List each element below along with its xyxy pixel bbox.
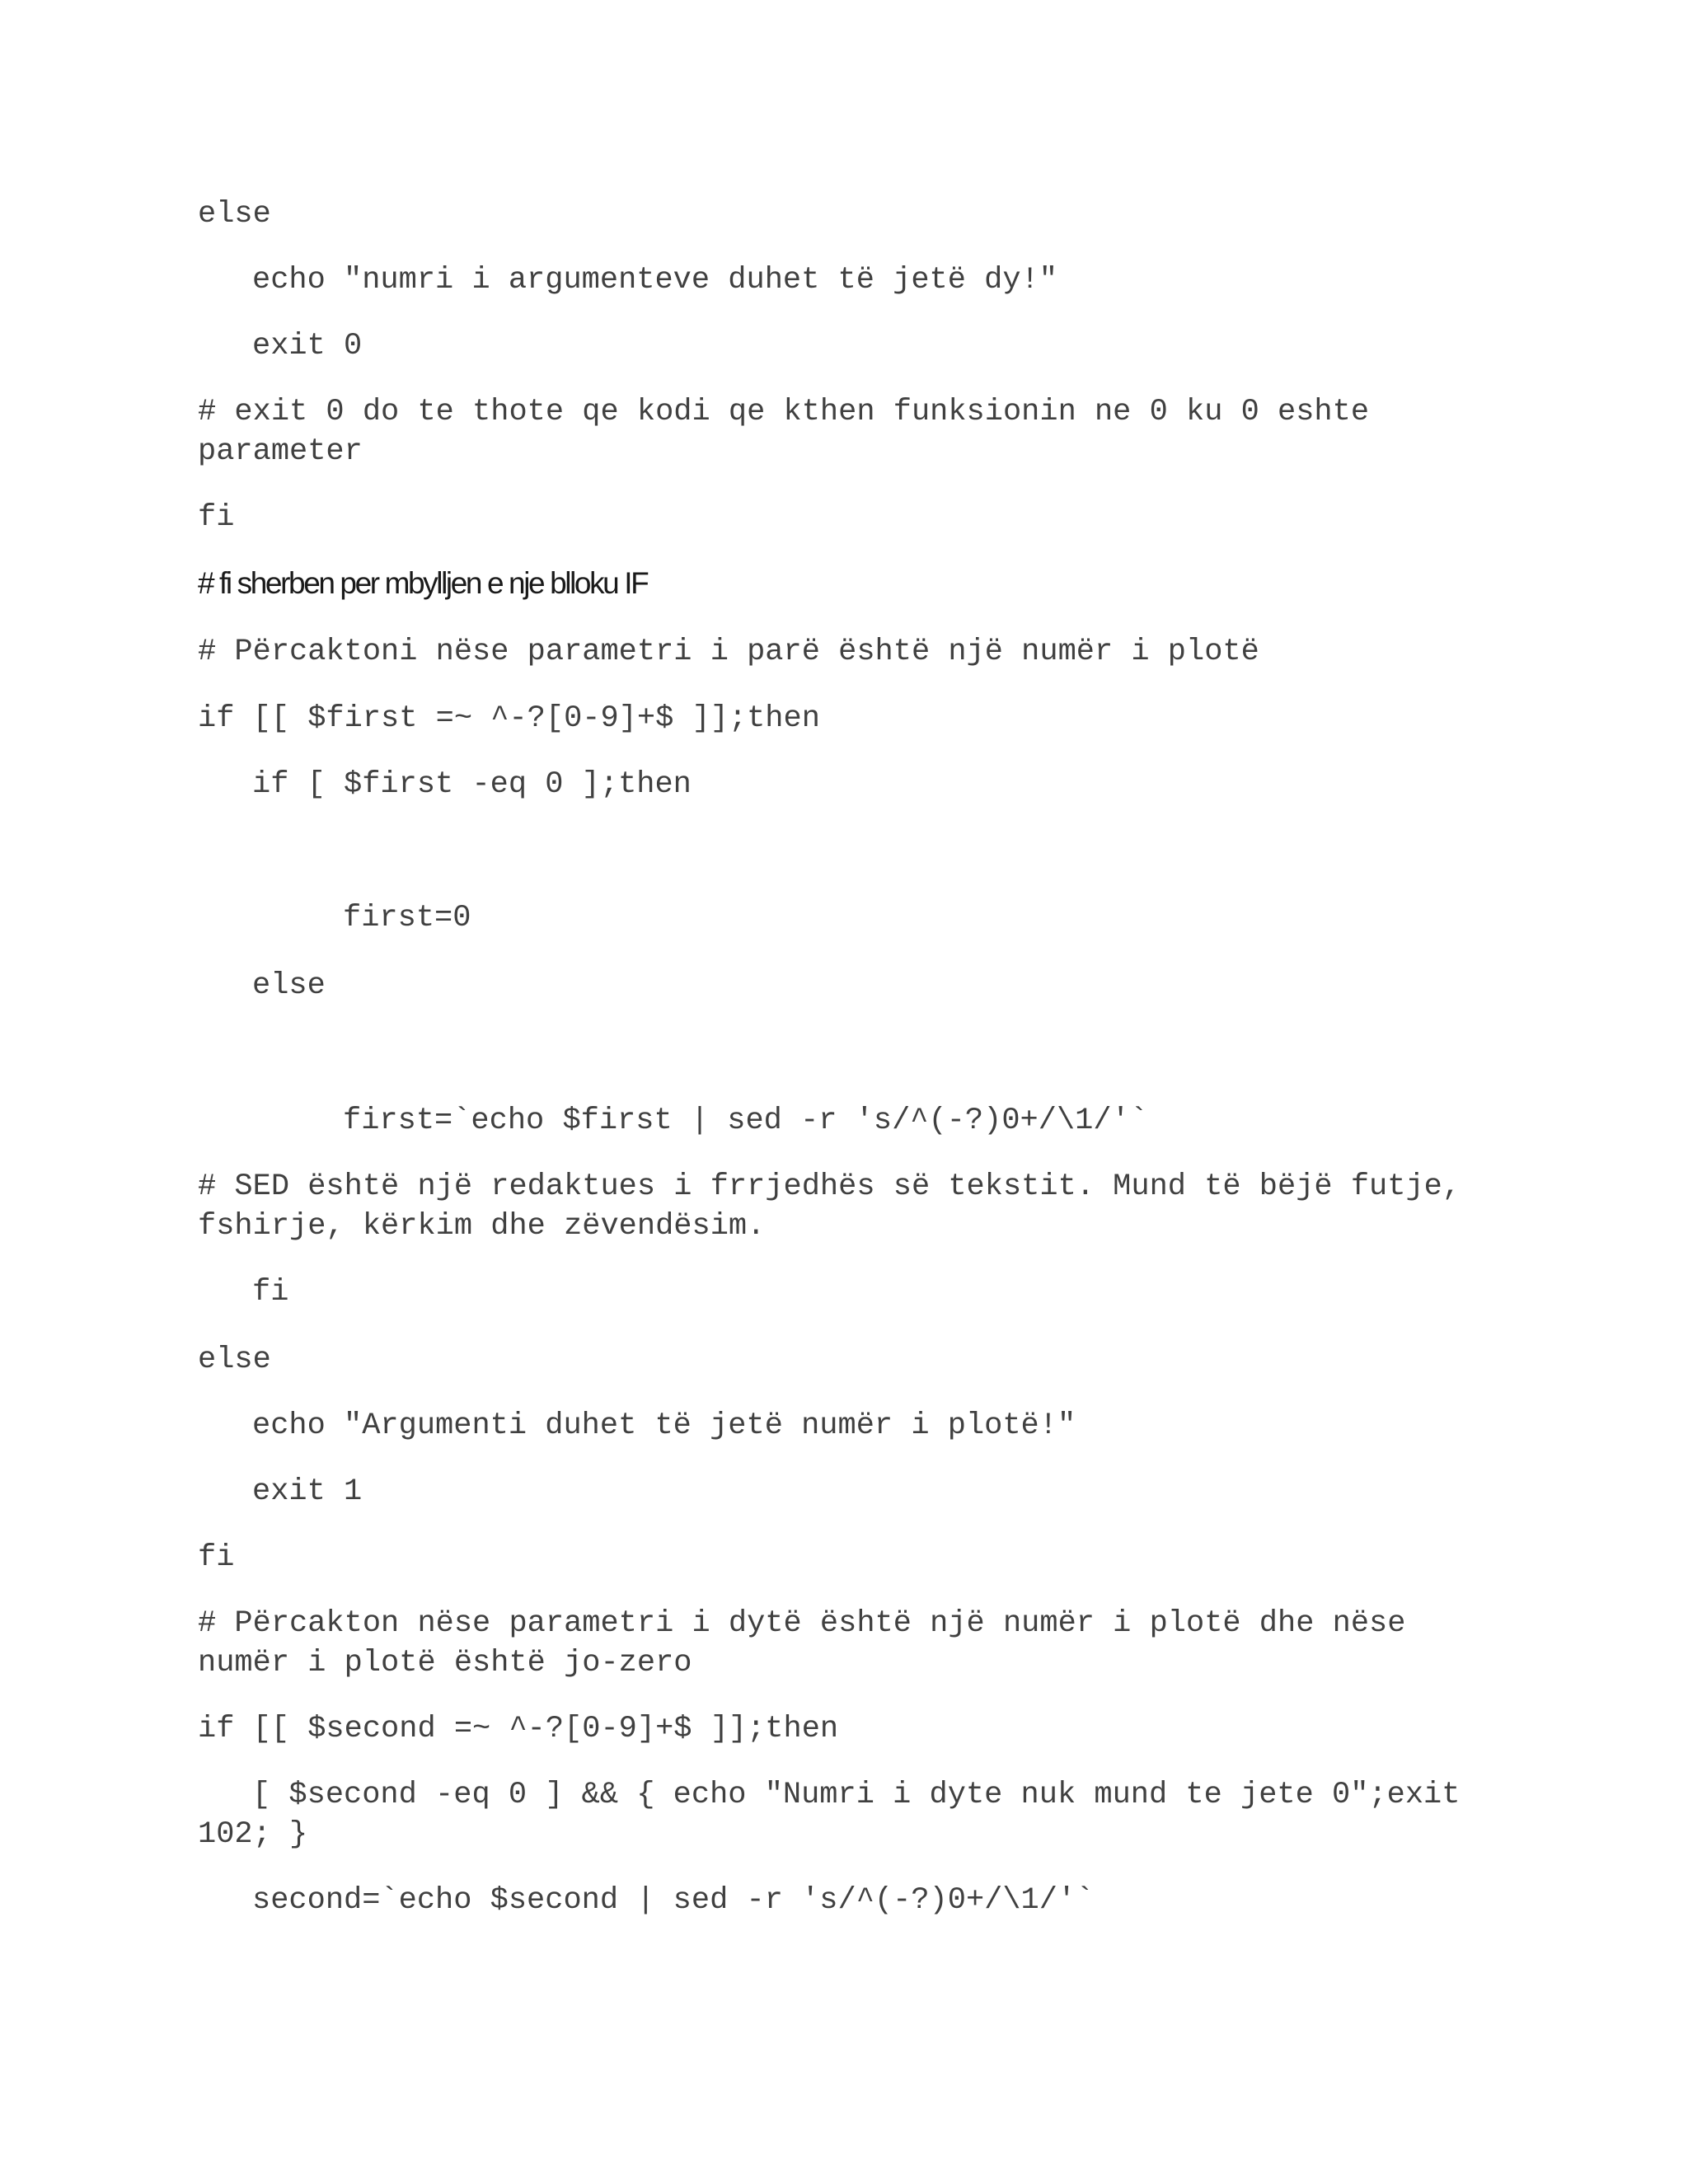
- comment-line: # exit 0 do te thote qe kodi qe kthen funksionin ne 0 ku 0 eshte: [198, 395, 1370, 429]
- comment-line: fshirje, kërkim dhe zëvendësim.: [198, 1209, 766, 1244]
- code-line: fi: [198, 1540, 235, 1575]
- comment-line: numër i plotë është jo-zero: [198, 1646, 692, 1680]
- code-line: if [[ $first =~ ^-?[0-9]+$ ]];then: [198, 701, 820, 736]
- code-line: [ $second -eq 0 ] && { echo "Numri i dyte nuk mund te jete 0";exit: [252, 1778, 1461, 1812]
- code-line: fi: [252, 1275, 289, 1310]
- comment-line: parameter: [198, 434, 363, 469]
- code-line: else: [198, 197, 271, 232]
- code-line: if [ $first -eq 0 ];then: [252, 767, 692, 802]
- code-line: else: [252, 968, 326, 1003]
- code-line: exit 1: [252, 1474, 363, 1509]
- comment-line: # Përcaktoni nëse parametri i parë është një numër i plotë: [198, 635, 1259, 669]
- code-line: second=`echo $second | sed -r 's/^(-?)0+/\1/'`: [252, 1883, 1095, 1918]
- code-line: 102; }: [198, 1817, 308, 1852]
- comment-line: # fi sherben per mbylljen e nje blloku IF: [198, 566, 648, 600]
- code-line: echo "Argumenti duhet të jetë numër i plotë!": [252, 1408, 1076, 1443]
- code-line: else: [198, 1343, 271, 1377]
- code-line: echo "numri i argumenteve duhet të jetë dy!": [252, 263, 1057, 298]
- code-line: fi: [198, 500, 235, 535]
- code-line: first=0: [343, 901, 471, 935]
- code-line: exit 0: [252, 329, 363, 363]
- comment-line: # Përcakton nëse parametri i dytë është një numër i plotë dhe nëse: [198, 1606, 1406, 1641]
- code-line: first=`echo $first | sed -r 's/^(-?)0+/\1/'`: [343, 1104, 1148, 1138]
- code-line: if [[ $second =~ ^-?[0-9]+$ ]];then: [198, 1712, 839, 1746]
- comment-line: # SED është një redaktues i frrjedhës së tekstit. Mund të bëjë futje,: [198, 1169, 1461, 1204]
